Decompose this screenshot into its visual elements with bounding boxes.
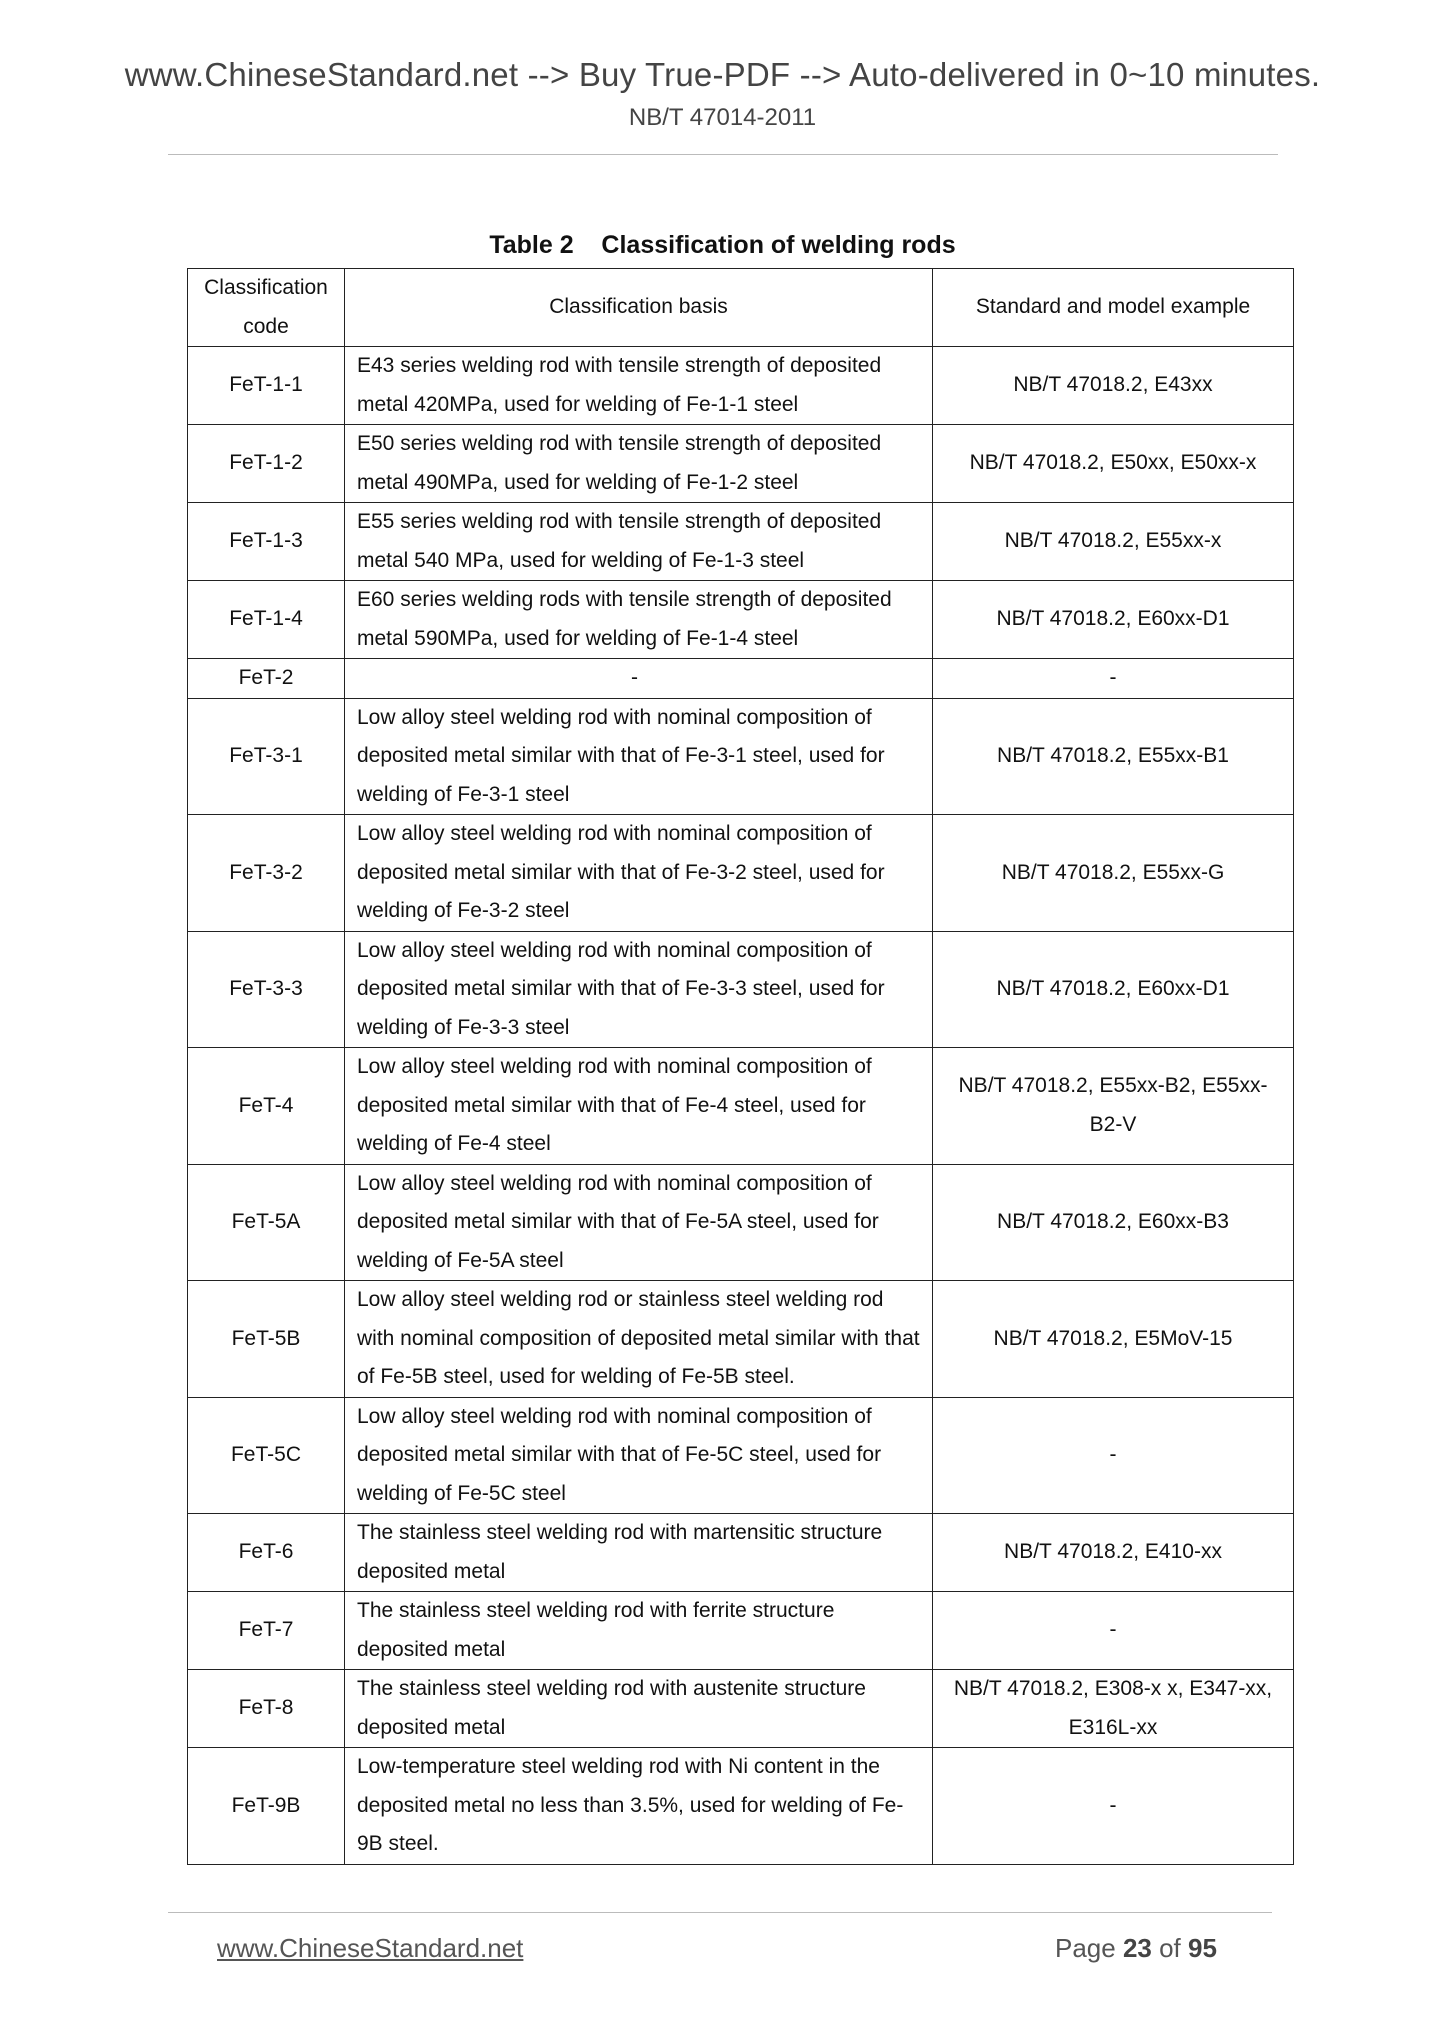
cell-basis: E43 series welding rod with tensile strength of deposited metal 420MPa, used for welding of Fe-1-1 steel bbox=[345, 347, 933, 425]
cell-basis: Low alloy steel welding rod with nominal composition of deposited metal similar with that of Fe-5A steel, used for welding of Fe-5A steel bbox=[345, 1164, 933, 1281]
page-number: 23 bbox=[1122, 1933, 1152, 1963]
header-banner: www.ChineseStandard.net --> Buy True-PDF --> Auto-delivered in 0~10 minutes. bbox=[124, 56, 1321, 93]
cell-basis: E50 series welding rod with tensile strength of deposited metal 490MPa, used for welding of Fe-1-2 steel bbox=[345, 425, 933, 503]
table-row bbox=[188, 425, 1294, 503]
cell-example: NB/T 47018.2, E308-x x, E347-xx, E316L-xx bbox=[933, 1670, 1294, 1748]
cell-basis: The stainless steel welding rod with martensitic structure deposited metal bbox=[345, 1514, 933, 1592]
cell-example: - bbox=[933, 659, 1294, 699]
table-row bbox=[188, 1281, 1294, 1398]
column-header-example: Standard and model example bbox=[933, 269, 1294, 347]
cell-basis: The stainless steel welding rod with ferrite structure deposited metal bbox=[345, 1592, 933, 1670]
cell-basis: E60 series welding rods with tensile strength of deposited metal 590MPa, used for welding of Fe-1-4 steel bbox=[345, 581, 933, 659]
header-divider bbox=[168, 154, 1278, 155]
table-row bbox=[188, 503, 1294, 581]
table-row bbox=[188, 347, 1294, 425]
cell-basis: The stainless steel welding rod with austenite structure deposited metal bbox=[345, 1670, 933, 1748]
cell-basis: Low alloy steel welding rod with nominal composition of deposited metal similar with that of Fe-3-2 steel, used for welding of Fe-3-2 steel bbox=[345, 815, 933, 932]
table-row bbox=[188, 1748, 1294, 1865]
table-row bbox=[188, 1048, 1294, 1165]
cell-basis: - bbox=[345, 659, 933, 699]
footer-divider bbox=[168, 1912, 1272, 1913]
table-row bbox=[188, 931, 1294, 1048]
column-header-code: Classification code bbox=[188, 269, 345, 347]
cell-example: NB/T 47018.2, E55xx-x bbox=[933, 503, 1294, 581]
cell-example: NB/T 47018.2, E60xx-D1 bbox=[933, 931, 1294, 1048]
table-row bbox=[188, 659, 1294, 699]
table-header-row bbox=[188, 269, 1294, 347]
page-separator: of bbox=[1151, 1933, 1189, 1963]
column-header-basis: Classification basis bbox=[345, 269, 933, 347]
cell-code: FeT-5B bbox=[188, 1281, 345, 1398]
cell-example: NB/T 47018.2, E60xx-B3 bbox=[933, 1164, 1294, 1281]
cell-code: FeT-5A bbox=[188, 1164, 345, 1281]
table-row bbox=[188, 1592, 1294, 1670]
table-title: Table 2 Classification of welding rods bbox=[489, 231, 956, 259]
table-row bbox=[188, 815, 1294, 932]
page-prefix: Page bbox=[1055, 1933, 1123, 1963]
cell-example: NB/T 47018.2, E55xx-B2, E55xx-B2-V bbox=[933, 1048, 1294, 1165]
cell-code: FeT-9B bbox=[188, 1748, 345, 1865]
cell-code: FeT-1-1 bbox=[188, 347, 345, 425]
cell-code: FeT-3-3 bbox=[188, 931, 345, 1048]
table-row bbox=[188, 1670, 1294, 1748]
cell-basis: E55 series welding rod with tensile strength of deposited metal 540 MPa, used for welding of Fe-1-3 steel bbox=[345, 503, 933, 581]
table-row bbox=[188, 1514, 1294, 1592]
cell-basis: Low-temperature steel welding rod with Ni content in the deposited metal no less than 3.5%, used for welding of Fe-9B steel. bbox=[345, 1748, 933, 1865]
cell-code: FeT-1-2 bbox=[188, 425, 345, 503]
document-code: NB/T 47014-2011 bbox=[628, 104, 817, 131]
cell-code: FeT-3-2 bbox=[188, 815, 345, 932]
cell-example: - bbox=[933, 1397, 1294, 1514]
cell-example: - bbox=[933, 1748, 1294, 1865]
table-row bbox=[188, 581, 1294, 659]
cell-example: NB/T 47018.2, E55xx-G bbox=[933, 815, 1294, 932]
cell-code: FeT-1-3 bbox=[188, 503, 345, 581]
footer-site-link[interactable]: www.ChineseStandard.net bbox=[217, 1933, 524, 1963]
cell-code: FeT-4 bbox=[188, 1048, 345, 1165]
table-row bbox=[188, 1397, 1294, 1514]
table-row bbox=[188, 1164, 1294, 1281]
cell-example: NB/T 47018.2, E50xx, E50xx-x bbox=[933, 425, 1294, 503]
cell-code: FeT-5C bbox=[188, 1397, 345, 1514]
cell-basis: Low alloy steel welding rod or stainless steel welding rod with nominal composition of deposited metal similar with that of Fe-5B steel, used for welding of Fe-5B steel. bbox=[345, 1281, 933, 1398]
cell-code: FeT-2 bbox=[188, 659, 345, 699]
cell-code: FeT-6 bbox=[188, 1514, 345, 1592]
cell-basis: Low alloy steel welding rod with nominal composition of deposited metal similar with that of Fe-4 steel, used for welding of Fe-4 steel bbox=[345, 1048, 933, 1165]
cell-example: NB/T 47018.2, E60xx-D1 bbox=[933, 581, 1294, 659]
cell-basis: Low alloy steel welding rod with nominal composition of deposited metal similar with that of Fe-5C steel, used for welding of Fe-5C steel bbox=[345, 1397, 933, 1514]
cell-code: FeT-8 bbox=[188, 1670, 345, 1748]
cell-example: - bbox=[933, 1592, 1294, 1670]
table-row bbox=[188, 698, 1294, 815]
cell-example: NB/T 47018.2, E43xx bbox=[933, 347, 1294, 425]
cell-basis: Low alloy steel welding rod with nominal composition of deposited metal similar with that of Fe-3-1 steel, used for welding of Fe-3-1 steel bbox=[345, 698, 933, 815]
cell-code: FeT-3-1 bbox=[188, 698, 345, 815]
cell-example: NB/T 47018.2, E410-xx bbox=[933, 1514, 1294, 1592]
cell-basis: Low alloy steel welding rod with nominal composition of deposited metal similar with that of Fe-3-3 steel, used for welding of Fe-3-3 steel bbox=[345, 931, 933, 1048]
page-total: 95 bbox=[1188, 1933, 1217, 1963]
cell-example: NB/T 47018.2, E55xx-B1 bbox=[933, 698, 1294, 815]
cell-code: FeT-1-4 bbox=[188, 581, 345, 659]
classification-table bbox=[187, 268, 1294, 1865]
cell-example: NB/T 47018.2, E5MoV-15 bbox=[933, 1281, 1294, 1398]
page-indicator bbox=[1055, 1933, 1217, 1964]
cell-code: FeT-7 bbox=[188, 1592, 345, 1670]
